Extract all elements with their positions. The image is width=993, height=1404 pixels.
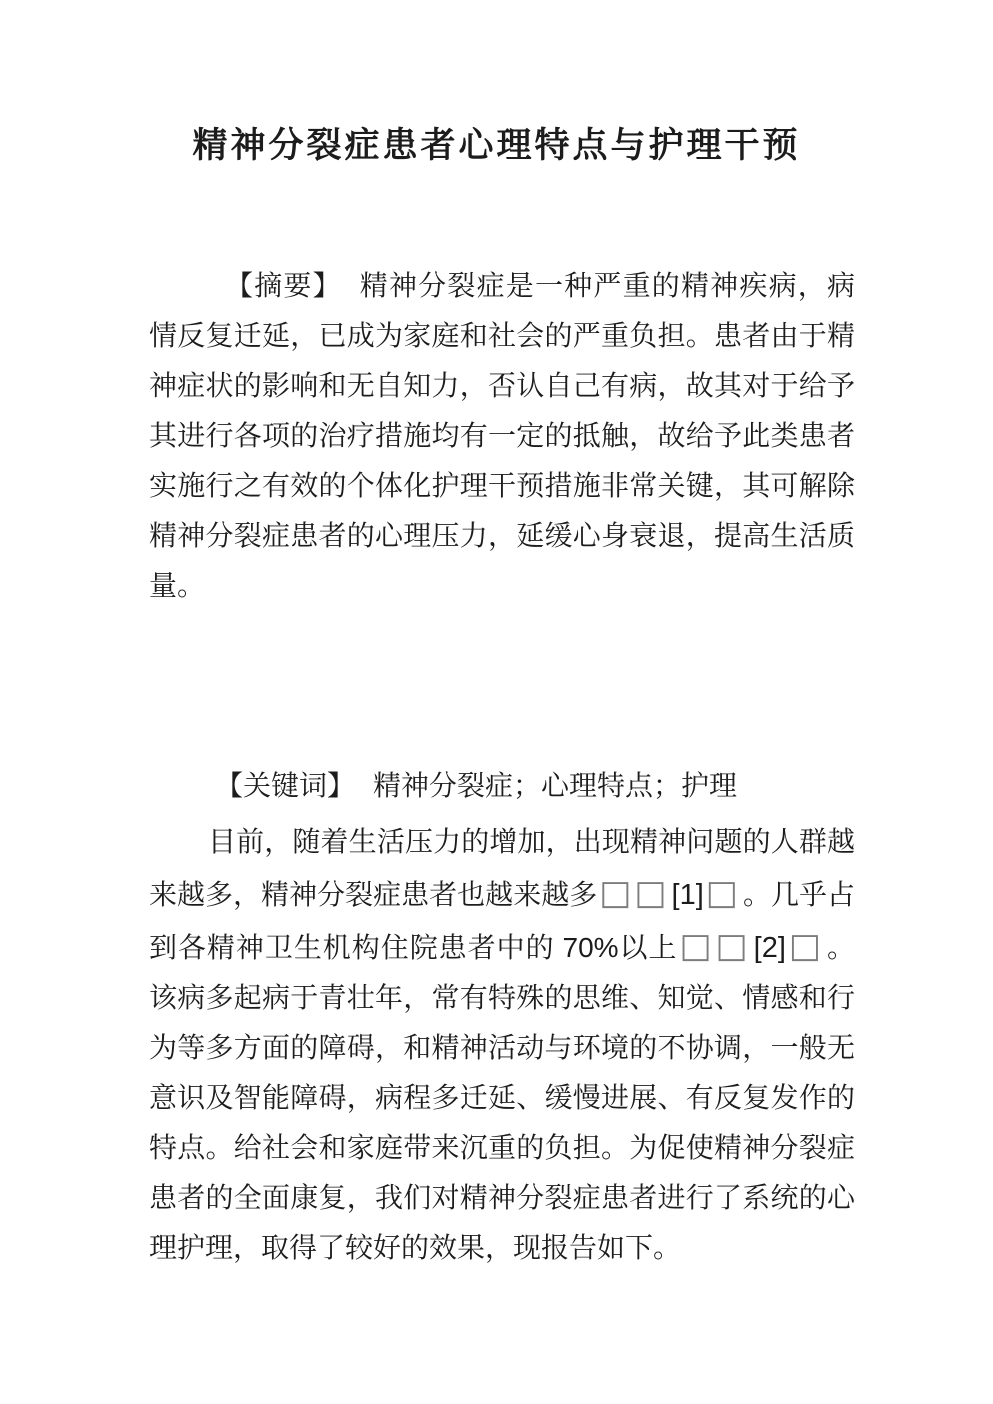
body-text-segment: 以上 xyxy=(618,933,678,964)
body-text-segment: 。该病多起病于青壮年，常有特殊的思维、知觉、情感和行为等多方面的障碍，和精神活动与环境的不协调，一般无意识及智能障碍，病程多迁延、缓慢进展、有反复发作的特点。给社会和家庭带来沉重的负担。为促使精神分裂症患者的全面康复，我们对精神分裂症患者进行了系统的心理护理，取得了较好的效果，现报告如下。 xyxy=(149,933,855,1264)
missing-glyph-box: □ xyxy=(705,873,741,913)
missing-glyph-box: □□ xyxy=(679,926,752,966)
body-text-segment: 目前，随着生活压力的增加，出现精神问题的人群越来越多，精神分裂症患者也越来越多 xyxy=(149,827,855,911)
body-text-segment: 70% xyxy=(562,932,619,963)
citation-marker: [1] xyxy=(671,879,704,911)
body-paragraph xyxy=(149,818,855,1274)
body-text-segment: 。几乎占到各精神卫生机构住院患者中的 xyxy=(149,880,855,964)
keywords-text: 精神分裂症；心理特点；护理 xyxy=(373,771,738,802)
abstract-text: 精神分裂症是一种严重的精神疾病，病情反复迁延，已成为家庭和社会的严重负担。患者由于精神症状的影响和无自知力，否认自己有病，故其对于给予其进行各项的治疗措施均有一定的抵触，故给予此类患者实施行之有效的个体化护理干预措施非常关键，其可解除精神分裂症患者的心理压力，延缓心身衰退，提高生活质量。 xyxy=(149,271,855,602)
keywords-paragraph xyxy=(149,762,855,812)
citation-marker: [2] xyxy=(753,932,786,964)
document-title: 精神分裂症患者心理特点与护理干预 xyxy=(192,126,801,165)
abstract-paragraph xyxy=(149,262,855,612)
missing-glyph-box: □ xyxy=(787,926,825,966)
abstract-label: 【摘要】 xyxy=(225,271,342,302)
keywords-label: 【关键词】 xyxy=(215,771,356,802)
missing-glyph-box: □□ xyxy=(599,873,670,913)
